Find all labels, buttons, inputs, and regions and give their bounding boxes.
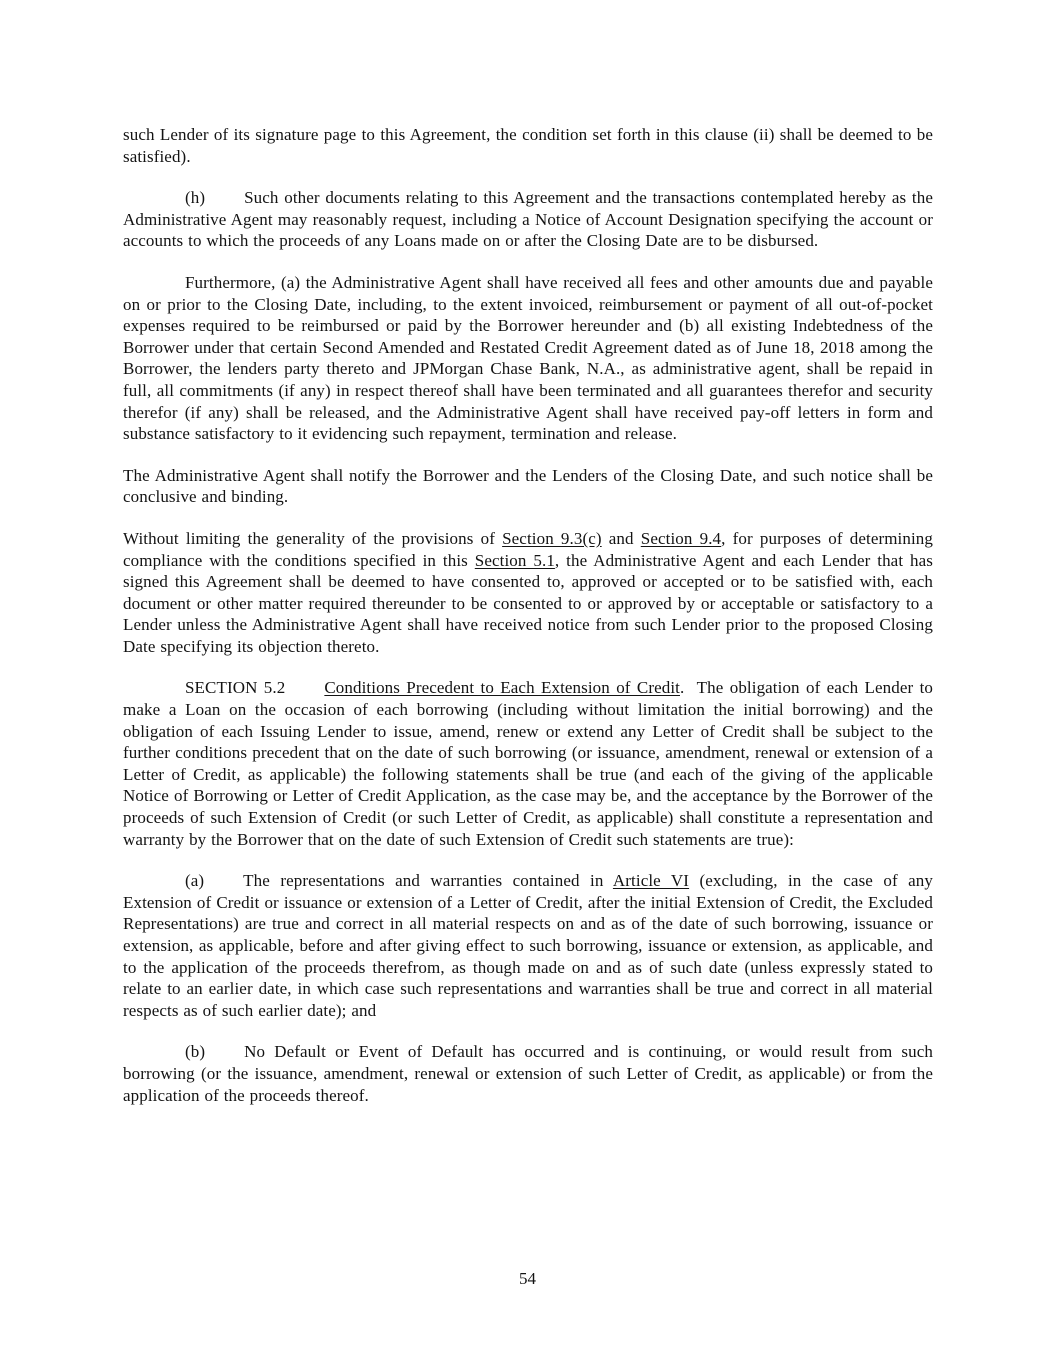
paragraph-section-5-2 [123, 677, 933, 850]
section-5-1-reference: Section 5.1 [474, 550, 555, 570]
section-9-4-reference: Section 9.4 [640, 528, 722, 548]
text-run: No Default or Event of Default has occurred and is continuing, or would result from such borrowing (or the issuance, amendment, renewal or extension of such Letter of Credit, as applicable) or from the application of the proceeds thereof. [123, 1042, 933, 1105]
section-5-2-heading: Conditions Precedent to Each Extension of Credit [324, 678, 680, 698]
text-run: (excluding, in the case of any Extension of Credit or issuance or extension of a Letter of Credit, after the initial Extension of Credit, the Excluded Representations) are true and correct in all material respects on and as of the date of such borrowing, issuance or extension, as applicable, before and after giving effect to such borrowing, issuance or extension, as applicable, and to the application of the proceeds therefrom, as though made on and as of such date (unless expressly stated to relate to an earlier date, in which case such representations and warranties shall be true and correct in all material respects as of such earlier date); and [123, 871, 933, 1020]
paragraph-closing-date-notice [123, 465, 933, 508]
text-run: The Administrative Agent shall notify the Borrower and the Lenders of the Closing Date, and such notice shall be conclusive and binding. [123, 465, 933, 507]
text-run: The representations and warranties contained in [243, 871, 613, 891]
paragraph-clause-h [123, 187, 933, 252]
paragraph-furthermore [123, 272, 933, 445]
text-run: and [601, 528, 641, 548]
text-run: Such other documents relating to this Agreement and the transactions contemplated hereby as the Administrative Agent may reasonably request, including a Notice of Account Designation specifying the account or accounts to which the proceeds of any Loans made on or after the Closing Date are to be disbursed. [123, 188, 933, 251]
paragraph-clause-a [123, 870, 933, 1021]
article-vi-reference: Article VI [612, 871, 690, 891]
text-run: , the Administrative Agent and each Lender that has signed this Agreement shall be deemed to have consented to, approved or accepted or to be satisfied with, each document or other matter required thereunder to be consented to or approved by or acceptable or satisfactory to a Lender unless the Administrative Agent shall have received notice from such Lender prior to the proposed Closing Date specifying its objection thereto. [123, 550, 934, 656]
paragraph-clause-b [123, 1041, 933, 1106]
page-number: 54 [519, 1269, 536, 1288]
text-run: SECTION 5.2 [185, 678, 286, 698]
text-run: (b) [185, 1042, 206, 1062]
text-run: . The obligation of each Lender to make a Loan on the occasion of each borrowing (including without limitation the initial borrowing) and the obligation of each Issuing Lender to issue, amend, renew or extend any Letter of Credit shall be subject to the further conditions precedent that on the date of such borrowing (or issuance, amendment, renewal or extension of a Letter of Credit, as applicable) the following statements shall be true (and each of the giving of the applicable Notice of Borrowing or Letter of Credit Application, as the case may be, and the acceptance by the Borrower of the proceeds of such Extension of Credit (or such Letter of Credit, as applicable) shall constitute a representation and warranty by the Borrower that on the date of such Extension of Credit such statements are true): [123, 678, 933, 849]
text-run: such Lender of its signature page to this Agreement, the condition set forth in this clause (ii) shall be deemed to be satisfied). [123, 125, 933, 166]
document-body [123, 124, 933, 1126]
paragraph-without-limiting [123, 528, 933, 658]
text-run: Furthermore, (a) the Administrative Agent shall have received all fees and other amounts due and payable on or prior to the Closing Date, including, to the extent invoiced, reimbursement or payment of all out-of-pocket expenses required to be reimbursed or paid by the Borrower hereunder and (b) all existing Indebtedness of the Borrower under that certain Second Amended and Restated Credit Agreement dated as of June 18, 2018 among the Borrower, the lenders party thereto and JPMorgan Chase Bank, N.A., as administrative agent, shall be repaid in full, all commitments (if any) in respect thereof shall have been terminated and all guarantees therefor and security therefor (if any) shall be released, and the Administrative Agent shall have received pay-off letters in form and substance satisfactory to it evidencing such repayment, termination and release. [123, 272, 933, 444]
paragraph-continuation [123, 124, 933, 167]
text-run: , for purposes of determining compliance with the conditions specified in this [123, 528, 934, 570]
text-run: Without limiting the generality of the provisions of [123, 528, 503, 548]
text-run: (a) [185, 871, 205, 891]
section-9-3-c-reference: Section 9.3(c) [502, 528, 602, 548]
text-run: (h) [185, 188, 206, 208]
